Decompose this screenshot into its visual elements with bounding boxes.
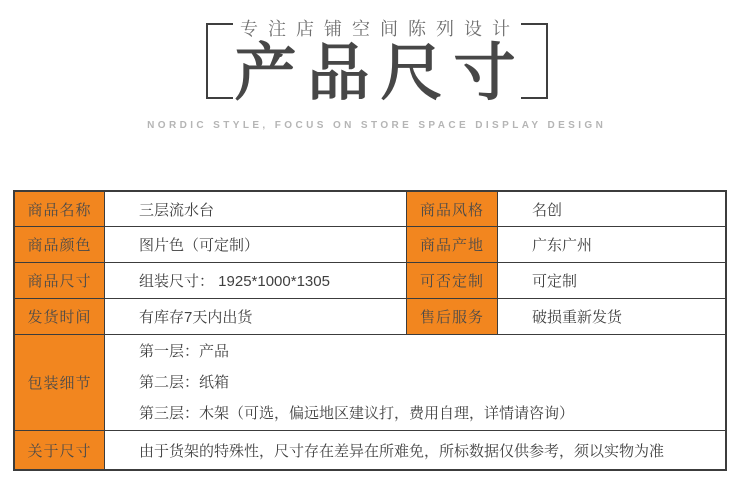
spec-label-product-color: 商品颜色 (15, 227, 105, 263)
spec-label-product-style: 商品风格 (407, 192, 498, 227)
spec-label-customizable: 可否定制 (407, 263, 498, 299)
spec-label-product-origin: 商品产地 (407, 227, 498, 263)
spec-value-product-size: 组装尺寸： 1925*1000*1305 (105, 263, 407, 299)
spec-value-packaging-details (105, 335, 725, 431)
spec-value-after-sales: 破损重新发货 (498, 299, 725, 335)
packaging-layer-2: 第二层：纸箱 (139, 374, 230, 391)
spec-label-product-size: 商品尺寸 (15, 263, 105, 299)
spec-value-about-size: 由于货架的特殊性，尺寸存在差异在所难免，所标数据仅供参考，须以实物为准 (139, 442, 665, 460)
spec-value-product-style: 名创 (498, 192, 725, 227)
spec-label-packaging-details: 包装细节 (15, 335, 105, 431)
spec-value-customizable: 可定制 (498, 263, 725, 299)
header-tagline: 专注店铺空间陈列设计 (240, 19, 520, 39)
header-subtitle: NORDIC STYLE, FOCUS ON STORE SPACE DISPLAY DESIGN (147, 120, 607, 131)
spec-label-product-name: 商品名称 (15, 192, 105, 227)
packaging-layer-1: 第一层：产品 (139, 343, 230, 360)
spec-label-after-sales: 售后服务 (407, 299, 498, 335)
spec-value-ship-time: 有库存7天内出货 (105, 299, 407, 335)
spec-label-ship-time: 发货时间 (15, 299, 105, 335)
spec-label-about-size: 关于尺寸 (15, 431, 105, 469)
page-title: 产品尺寸 (234, 39, 527, 108)
spec-value-product-color: 图片色（可定制） (105, 227, 407, 263)
spec-value-product-name: 三层流水台 (105, 192, 407, 227)
packaging-layer-3: 第三层：木架（可选，偏远地区建议打，费用自理，详情请咨询） (139, 405, 575, 422)
spec-table (13, 190, 727, 471)
spec-value-product-origin: 广东广州 (498, 227, 725, 263)
